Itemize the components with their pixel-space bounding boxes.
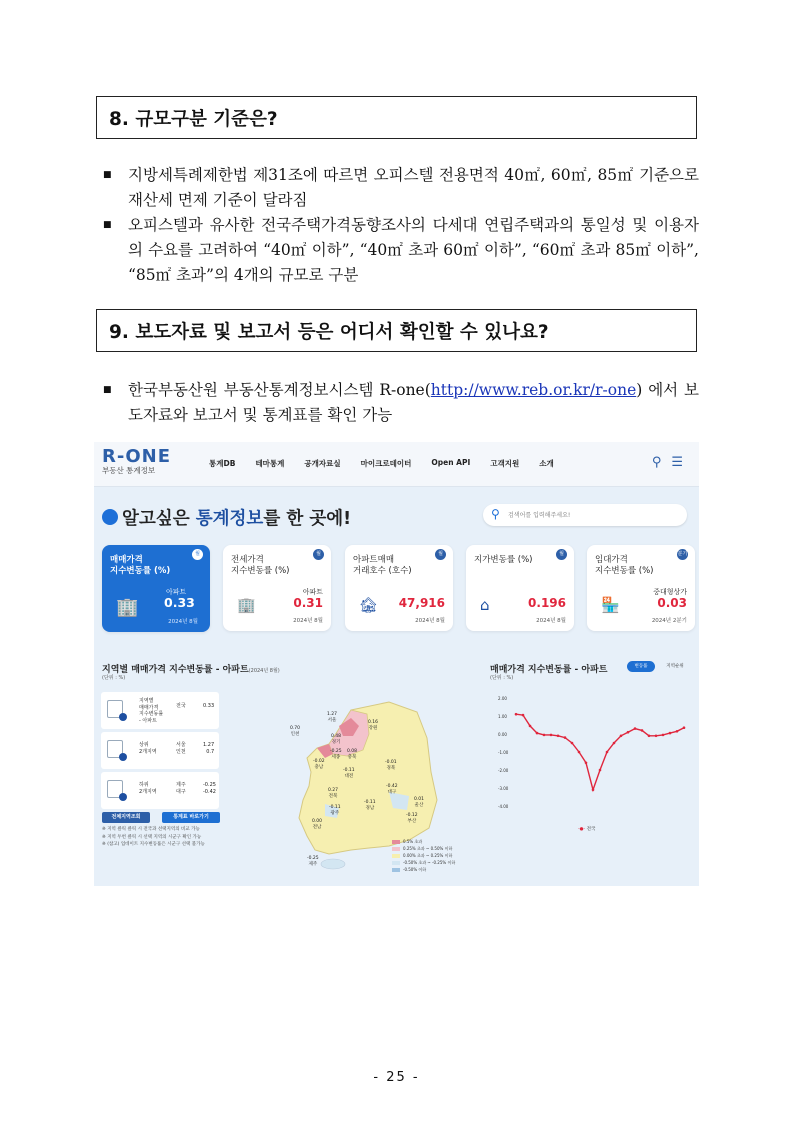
y-tick-label: -4.00 <box>498 804 509 809</box>
section-9-bullets <box>103 378 699 428</box>
data-point <box>662 734 665 737</box>
data-point <box>627 731 630 734</box>
data-point <box>669 732 672 735</box>
line-chart <box>94 442 699 886</box>
nav-item[interactable]: 마이크로데이터 <box>360 459 412 468</box>
stat-card-land-price[interactable]: 지가변동률 (%) 월 ⌂ 0.196 2024년 8월 <box>466 545 574 631</box>
data-point <box>683 726 686 729</box>
summary-top-regions: 상위 2개지역 서울 인천 1.27 0.7 <box>101 732 219 769</box>
summary-national: 지역별 매매가격 지수변동률 - 아파트 전국 0.33 <box>101 692 219 729</box>
apartment-icon: 🏚 <box>359 596 379 614</box>
bullet-item: ■ 오피스텔과 유사한 전국주택가격동향조사의 다세대 연립주택과의 통일성 및 이용자의 수요를 고려하여 “40㎡ 이하”, “40㎡ 초과 60㎡ 이하”, “60㎡ 초과 85㎡ 이하”, “85㎡ 초과”의 4개의 규모로 구분 <box>103 213 699 288</box>
nav-item[interactable]: 공개자료실 <box>304 459 341 468</box>
nav-item[interactable]: 소개 <box>539 459 554 468</box>
chart-legend: -●- 전국 <box>578 827 596 832</box>
data-point <box>655 735 658 738</box>
section-8-heading: 8. 규모구분 기준은? <box>96 96 697 139</box>
series-line <box>516 714 684 790</box>
stat-card-rent-price[interactable]: 임대가격 지수변동률 (%) 분기 🏪 중대형상가 0.03 2024년 2분기 <box>587 545 695 631</box>
y-tick-label: -3.00 <box>498 786 509 791</box>
section-9-heading: 9. 보도자료 및 보고서 등은 어디서 확인할 수 있나요? <box>96 309 697 352</box>
shop-icon: 🏪 <box>601 596 620 614</box>
map-panel-title: 지역별 매매가격 지수변동률 - 아파트(2024년 8월) <box>102 665 280 675</box>
chart-building-icon: 🏢 <box>116 597 139 618</box>
data-point <box>592 789 595 792</box>
data-point <box>550 734 553 737</box>
legend-marker: -●- <box>578 827 586 832</box>
chart-panel-title: 매매가격 지수변동률 - 아파트 <box>490 665 608 675</box>
r-one-link[interactable]: http://www.reb.or.kr/r-one <box>430 381 637 399</box>
nav-item[interactable]: 통계DB <box>209 459 236 468</box>
data-point <box>515 713 518 716</box>
tab-change-rate[interactable]: 변동률 <box>627 661 655 672</box>
data-point <box>564 736 567 739</box>
all-regions-button[interactable]: 전체지역조회 <box>102 812 150 823</box>
y-tick-label: 1.00 <box>498 714 507 719</box>
bullet-item: ■ 지방세특례제한법 제31조에 따르면 오피스텔 전용면적 40㎡, 60㎡, 85㎡ 기준으로 재산세 면제 기준이 달라짐 <box>103 163 699 213</box>
data-point <box>529 725 532 728</box>
building-icon: 🏢 <box>237 596 256 614</box>
data-point <box>634 727 637 730</box>
data-point <box>606 751 609 754</box>
y-tick-label: -2.00 <box>498 768 509 773</box>
data-point <box>557 735 560 738</box>
summary-bottom-regions: 하위 2개지역 제주 대구 -0.25 -0.42 <box>101 772 219 809</box>
r-one-screenshot: R-ONE 부동산 통계정보 통계DB 테마통계 공개자료실 마이크로데이터 Open API 고객지원 소개 ⚲ ☰ 알고싶은 통계정보를 한 곳에! ⚲ 검색어를 입력해주세요! 매매가격 지수변동률 (%) 월 🏢 아파트 0.33 2024년 8월 전세가격 지수변동률 (%) 월 🏢 아파트 0.31 2024년 8월 아파트매매 거래호수 (호수) 월 🏚 47,916 2024년 8월 지가변동률 (%) 월 ⌂ 0.196 2024년 8월 임대가격 지수변동률 (%) 분기 🏪 중대형상가 0.03 2024년 2분기 지역별 매매가격 지수변동률 - 아파트(2024년 8월) (단위 : %) 지역별 매매가격 지수변동률 - 아파트 전국 0.33 상위 2개지역 서울 인천 1.27 0.7 하위 2개지역 제주 대구 -0.25 -0.42 전체지역조회 통계표 바로가기 ※ 지역 클릭 클릭 시 전국과 선택지역의 비교 가능 ※ 지역 두번 클릭 시 선택 지역의 시군구 확인 가능 ※ (참고) 업데이트 지수변동률은 시군구 선택 불가능 1.27 서울 0.70 인천 0.16 강원 0.48 경기 -0.25 세종 0.08 충북 -0.02 충남 -0.11 대전 -0.01 경북 0.27 전북 -0.42 대구 -0.11 광주 -0.11 경남 0.01 울산 0.00 전남 -0.12 부산 -0.25 제주 0.5% 초과 0.25% 초과 ~ 0.50% 이하 0.00% 초과 ~ 0.25% 이하 -0.50% 초과 ~ -0.25% 이하 -0.50% 이하 매매가격 지수변동률 - 아파트 (단위 : %) 변동률 지역순위 2.00 1.00 0.00 -1.00 -2.00 -3.00 -4.00 -●- 전국 <box>94 442 699 886</box>
data-point <box>676 730 679 733</box>
hero-title: 알고싶은 통계정보를 한 곳에! <box>102 505 351 530</box>
tab-region-rank[interactable]: 지역순위 <box>666 664 684 669</box>
data-point <box>641 729 644 732</box>
data-point <box>543 734 546 737</box>
y-tick-label: 0.00 <box>498 732 507 737</box>
house-icon: ⌂ <box>480 596 490 614</box>
data-point <box>620 735 623 738</box>
y-tick-label: -1.00 <box>498 750 509 755</box>
stat-card-transactions[interactable]: 아파트매매 거래호수 (호수) 월 🏚 47,916 2024년 8월 <box>345 545 453 631</box>
nav-item[interactable]: Open API <box>431 458 471 467</box>
bullet-item: ■ 한국부동산원 부동산통계정보시스템 R-one(http://www.reb.or.kr/r-one) 에서 보도자료와 보고서 및 통계표를 확인 가능 <box>103 378 699 428</box>
data-point <box>648 735 651 738</box>
data-point <box>585 762 588 765</box>
section-8-bullets <box>103 163 699 288</box>
data-point <box>571 742 574 745</box>
stat-card-sale-price[interactable]: 매매가격 지수변동률 (%) 월 🏢 아파트 0.33 2024년 8월 <box>102 545 210 632</box>
data-point <box>522 714 525 717</box>
stat-table-button[interactable]: 통계표 바로가기 <box>162 812 220 823</box>
search-icon[interactable]: ⚲ <box>651 455 662 470</box>
page-number: - 25 - <box>373 1070 420 1085</box>
data-point <box>599 769 602 772</box>
map-legend: 0.5% 초과 0.25% 초과 ~ 0.50% 이하 0.00% 초과 ~ 0.25% 이하 -0.50% 초과 ~ -0.25% 이하 -0.50% 이하 <box>392 838 455 873</box>
r-one-logo[interactable]: R-ONE 부동산 통계정보 <box>102 446 171 475</box>
search-icon: ⚲ <box>491 507 500 521</box>
y-tick-label: 2.00 <box>498 696 507 701</box>
data-point <box>536 732 539 735</box>
nav-item[interactable]: 테마통계 <box>255 459 285 468</box>
stat-card-jeonse-price[interactable]: 전세가격 지수변동률 (%) 월 🏢 아파트 0.31 2024년 8월 <box>223 545 331 631</box>
nav-item[interactable]: 고객지원 <box>490 459 520 468</box>
data-point <box>613 742 616 745</box>
data-point <box>578 751 581 754</box>
menu-icon[interactable]: ☰ <box>671 455 683 470</box>
search-input[interactable]: ⚲ 검색어를 입력해주세요! <box>483 504 687 526</box>
